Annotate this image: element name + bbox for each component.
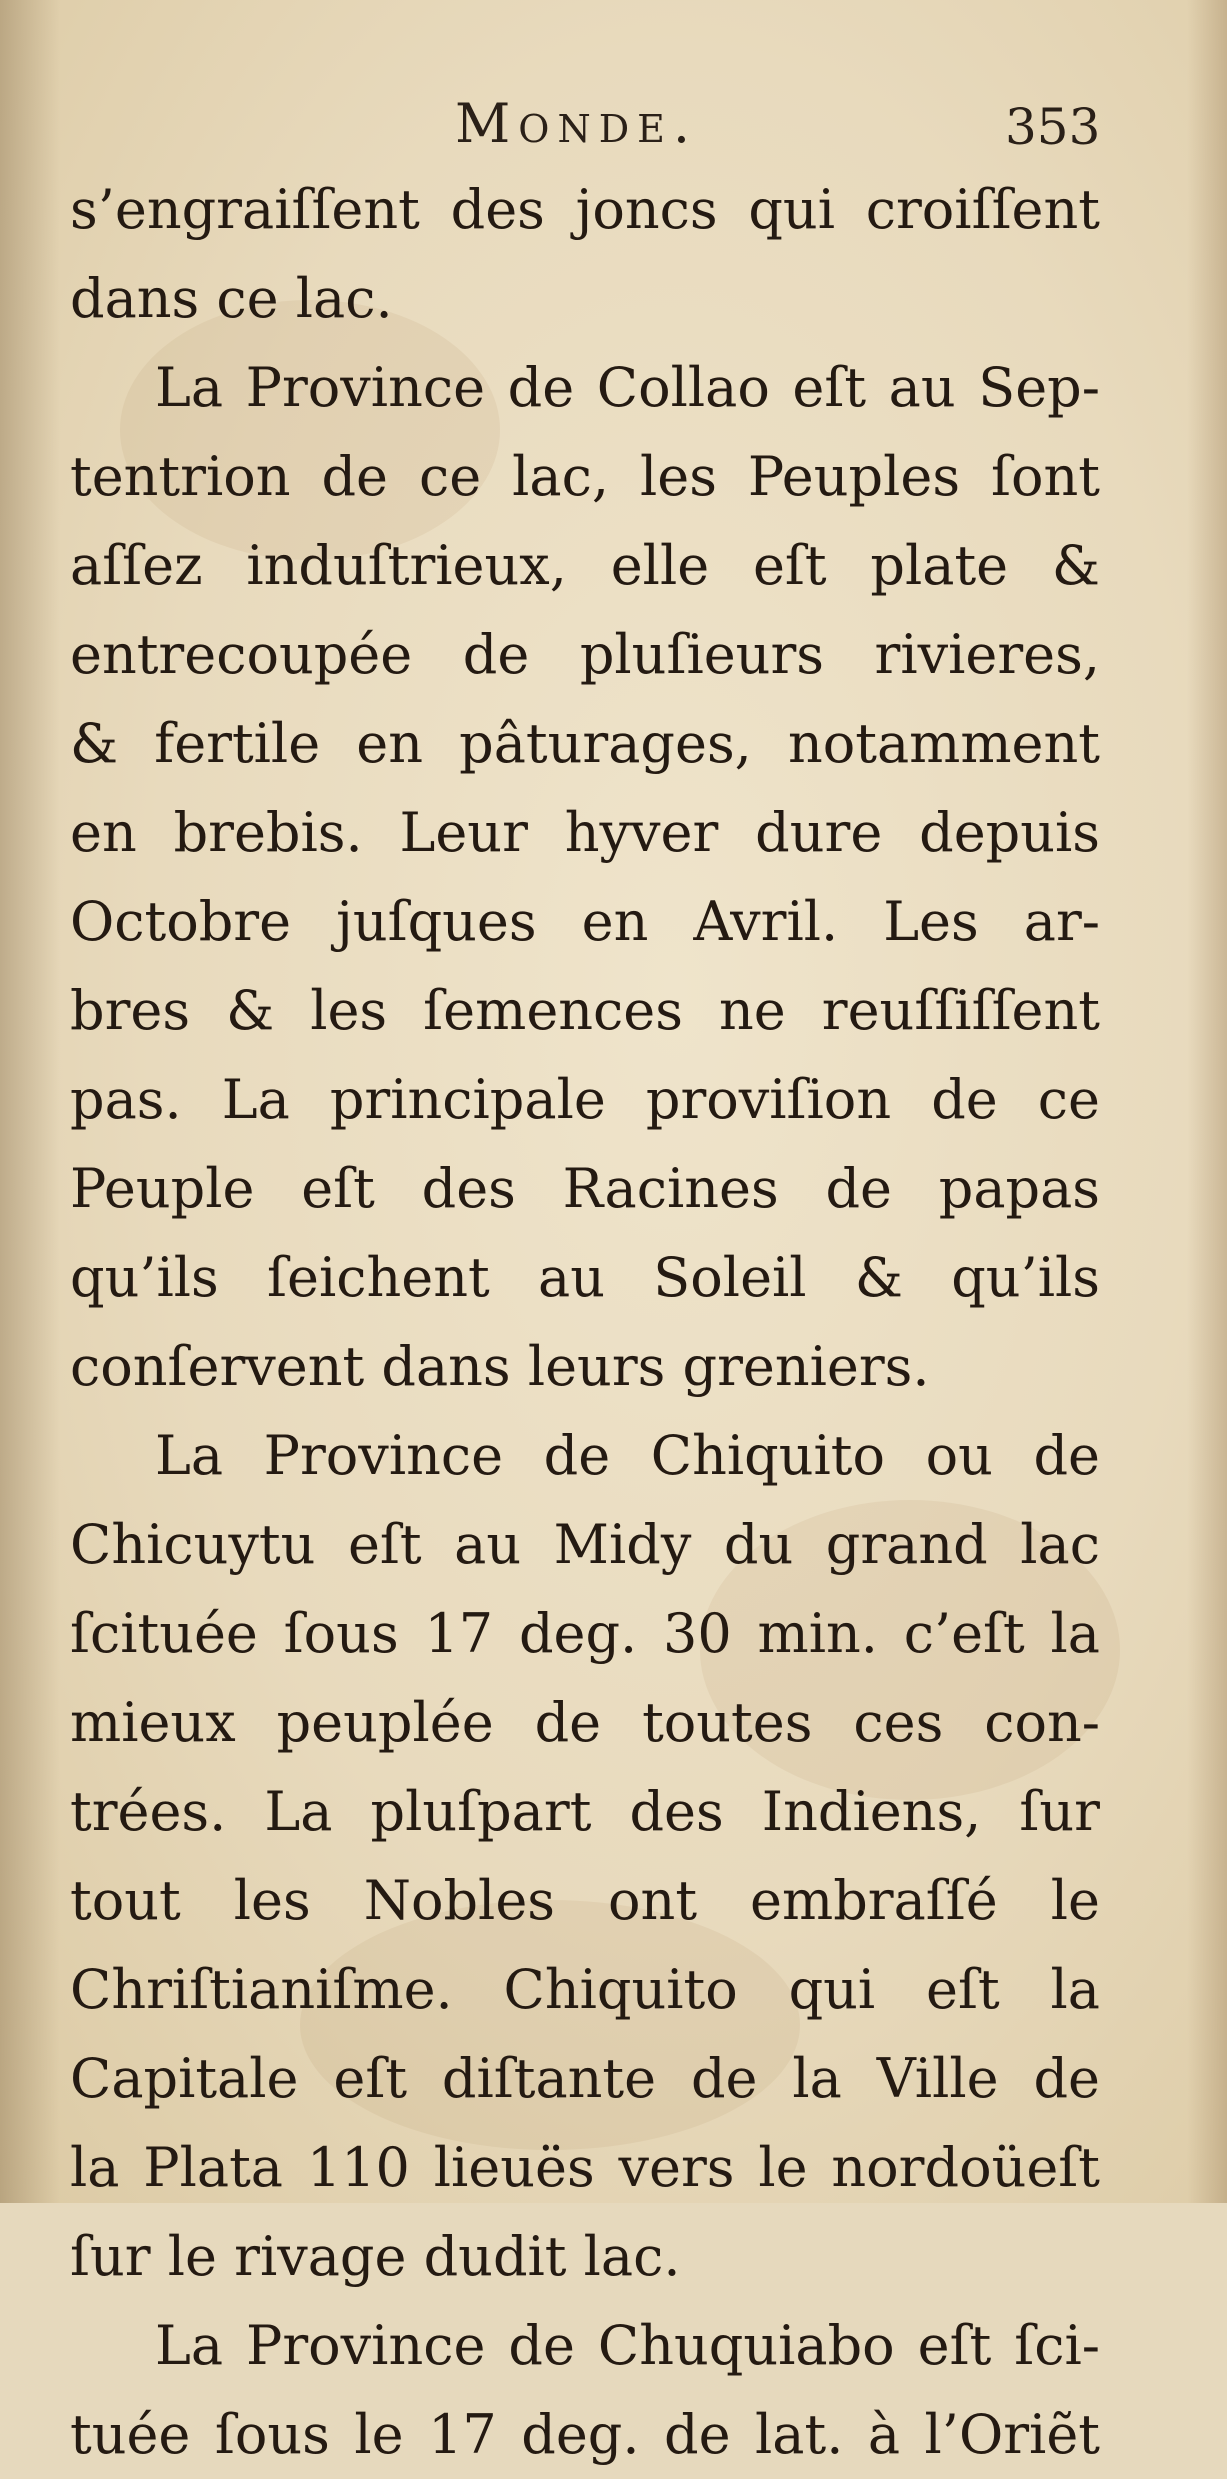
text-line: bres & les ſemences ne reuſſiſſent xyxy=(70,979,1100,1042)
text-line: la Plata 110 lieuës vers le nordoüeſt xyxy=(70,2136,1100,2199)
text-line: & fertile en pâturages, notamment xyxy=(70,712,1100,775)
text-line: Octobre juſques en Avril. Les ar- xyxy=(70,890,1100,953)
text-line: entrecoupée de pluſieurs rivieres, xyxy=(70,623,1100,686)
text-line: en brebis. Leur hyver dure depuis xyxy=(70,801,1100,864)
page-edge-shadow xyxy=(1187,0,1227,2203)
text-line: trées. La pluſpart des Indiens, ſur xyxy=(70,1780,1100,1843)
text-line: tentrion de ce lac, les Peuples ſont xyxy=(70,445,1100,508)
text-line: La Province de Chiquito ou de xyxy=(155,1424,1100,1487)
gutter-shadow xyxy=(0,0,60,2203)
text-line: tout les Nobles ont embraſſé le xyxy=(70,1869,1100,1932)
text-line: conſervent dans leurs greniers. xyxy=(70,1335,930,1398)
text-line: qu’ils ſeichent au Soleil & qu’ils xyxy=(70,1246,1100,1309)
page-header xyxy=(0,92,1227,162)
text-line: tuée ſous le 17 deg. de lat. à l’Oriẽt xyxy=(70,2403,1100,2466)
text-line: dans ce lac. xyxy=(70,267,393,330)
text-line: ſur le rivage dudit lac. xyxy=(70,2225,681,2288)
page-number: 353 xyxy=(1005,98,1101,156)
text-line: Capitale eſt diſtante de la Ville de xyxy=(70,2047,1100,2110)
text-line: Chicuytu eſt au Midy du grand lac xyxy=(70,1513,1100,1576)
text-line: La Province de Collao eſt au Sep- xyxy=(155,356,1100,419)
text-line: pas. La principale proviſion de ce xyxy=(70,1068,1100,1131)
text-line: Chriſtianiſme. Chiquito qui eſt la xyxy=(70,1958,1100,2021)
text-line: ſcituée ſous 17 deg. 30 min. c’eſt la xyxy=(70,1602,1100,1665)
body-text xyxy=(70,165,1100,2479)
text-line: mieux peuplée de toutes ces con- xyxy=(70,1691,1100,1754)
running-head: Monde. xyxy=(455,92,699,155)
text-line: La Province de Chuquiabo eſt ſci- xyxy=(155,2314,1100,2377)
text-line: Peuple eſt des Racines de papas xyxy=(70,1157,1100,1220)
text-line: aſſez induſtrieux, elle eſt plate & xyxy=(70,534,1100,597)
text-line: s’engraiſſent des joncs qui croiſſent xyxy=(70,178,1100,241)
